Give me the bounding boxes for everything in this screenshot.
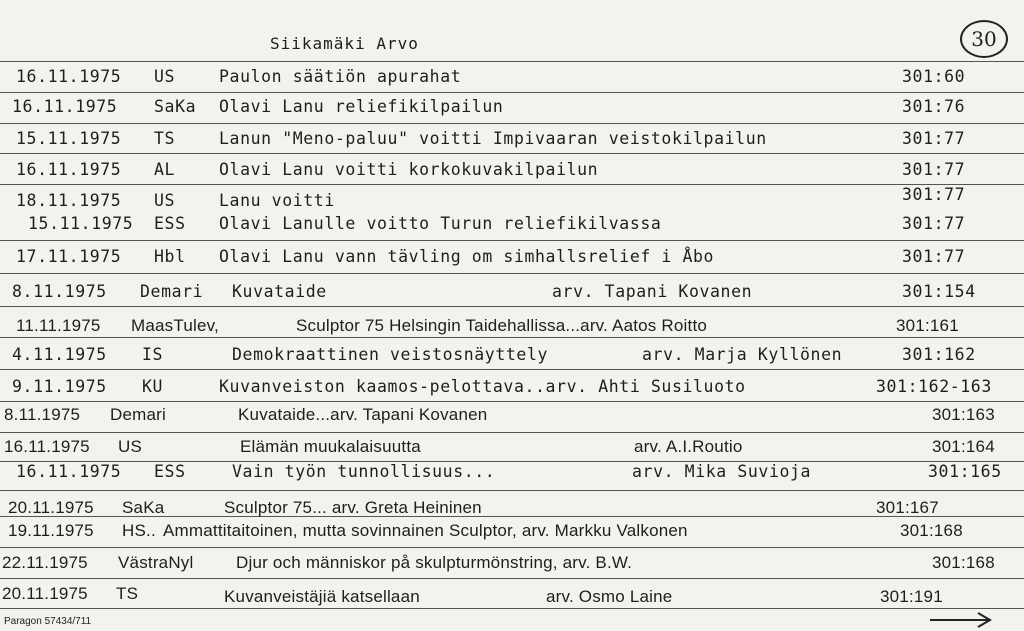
rule-line [0,578,1024,579]
rule-line [0,92,1024,93]
entry-paper: MaasTulev, [131,316,219,335]
entry-date: 16.11.1975 [16,160,122,179]
entry-reviewer: arv. Tapani Kovanen [552,282,753,301]
entry-date: 15.11.1975 [16,129,122,148]
entry-paper: ESS [154,462,186,481]
entry-title: Olavi Lanu reliefikilpailun [219,97,504,116]
entry-paper: KU [142,377,164,396]
entry-paper: US [118,437,143,456]
entry-ref: 301:154 [902,282,976,301]
entry-paper: ESS [154,214,186,233]
entry-date: 17.11.1975 [16,247,122,266]
entry-ref: 301:162-163 [876,377,992,396]
entry-ref: 301:164 [932,437,995,456]
entry-ref: 301:161 [896,316,959,335]
entry-reviewer: arv. Marja Kyllönen [642,345,843,364]
entry-date: 11.11.1975 [16,316,101,335]
rule-line [0,432,1024,433]
entry-date: 20.11.1975 [8,498,94,517]
entry-paper: US [154,67,176,86]
rule-line [0,273,1024,274]
entry-date: 16.11.1975 [4,437,90,456]
entry-paper: VästraNyl [118,553,194,572]
entry-ref: 301:60 [902,67,966,86]
entry-title: Demokraattinen veistosnäyttely [232,345,549,364]
rule-line [0,306,1024,307]
entry-date: 20.11.1975 [2,584,88,603]
entry-ref: 301:163 [932,405,995,424]
entry-ref: 301:191 [880,587,943,606]
entry-date: 8.11.1975 [4,405,81,424]
entry-title: Ammattitaitoinen, mutta sovinnainen Sculptor, arv. Markku Valkonen [163,521,688,540]
rule-line [0,61,1024,62]
entry-ref: 301:77 [902,185,966,204]
entry-paper: AL [154,160,176,179]
rule-line [0,369,1024,370]
entry-date: 16.11.1975 [16,67,122,86]
entry-title: Paulon säätiön apurahat [219,67,462,86]
page-number-circle [960,20,1008,58]
rule-line [0,401,1024,402]
entry-date: 15.11.1975 [28,214,134,233]
entry-paper: Demari [140,282,204,301]
rule-line [0,240,1024,241]
right-arrow-icon [928,609,994,629]
entry-date: 16.11.1975 [12,97,118,116]
printer-mark: Paragon 57434/711 [4,616,92,627]
entry-paper: IS [142,345,164,364]
entry-title: Olavi Lanulle voitto Turun reliefikilvassa [219,214,662,233]
page-number: 30 [971,27,997,51]
rule-line [0,337,1024,338]
entry-paper: Hbl [154,247,186,266]
entry-ref: 301:77 [902,160,966,179]
entry-ref: 301:168 [900,521,963,540]
entry-title: Kuvanveiston kaamos-pelottava..arv. Ahti Susiluoto [219,377,746,396]
entry-reviewer: arv. Mika Suvioja [632,462,812,481]
entry-ref: 301:162 [902,345,976,364]
entry-title: Olavi Lanu vann tävling om simhallsrelief i Åbo [219,247,715,266]
entry-title: Elämän muukalaisuutta [240,437,421,456]
entry-title: Olavi Lanu voitti korkokuvakilpailun [219,160,599,179]
entry-ref: 301:168 [932,553,995,572]
entry-title: Sculptor 75... arv. Greta Heininen [224,498,482,517]
entry-paper: Demari [110,405,166,424]
entry-date: 19.11.1975 [8,521,94,540]
entry-paper: US [154,191,176,210]
entry-title: Kuvataide [232,282,327,301]
entry-paper: HS.. [122,521,156,540]
entry-title: Lanun "Meno-paluu" voitti Impivaaran veistokilpailun [219,129,767,148]
entry-ref: 301:77 [902,129,966,148]
entry-date: 4.11.1975 [12,345,107,364]
entry-reviewer: arv. A.I.Routio [634,437,743,456]
entry-title: Kuvataide...arv. Tapani Kovanen [238,405,488,424]
entry-title: Lanu voitti [219,191,335,210]
entry-paper: TS [116,584,139,603]
entry-date: 18.11.1975 [16,191,122,210]
entry-reviewer: arv. Osmo Laine [546,587,673,606]
entry-date: 16.11.1975 [16,462,122,481]
entry-title: Vain työn tunnollisuus... [232,462,496,481]
entry-paper: SaKa [154,97,197,116]
entry-ref: 301:77 [902,214,966,233]
entry-ref: 301:76 [902,97,966,116]
entry-ref: 301:167 [876,498,939,517]
entry-title: Djur och människor på skulpturmönstring, arv. B.W. [236,553,633,572]
entry-paper: SaKa [122,498,165,517]
entry-ref: 301:77 [902,247,966,266]
entry-ref: 301:165 [928,462,1002,481]
rule-line [0,123,1024,124]
entry-paper: TS [154,129,176,148]
entry-title: Kuvanveistäjiä katsellaan [224,587,420,606]
person-name: Siikamäki Arvo [270,34,419,53]
rule-line [0,184,1024,185]
entry-title: Sculptor 75 Helsingin Taidehallissa...arv. Aatos Roitto [296,316,708,335]
rule-line [0,547,1024,548]
rule-line [0,490,1024,491]
rule-line [0,608,1024,609]
entry-date: 8.11.1975 [12,282,107,301]
entry-date: 9.11.1975 [12,377,107,396]
rule-line [0,153,1024,154]
entry-date: 22.11.1975 [2,553,88,572]
